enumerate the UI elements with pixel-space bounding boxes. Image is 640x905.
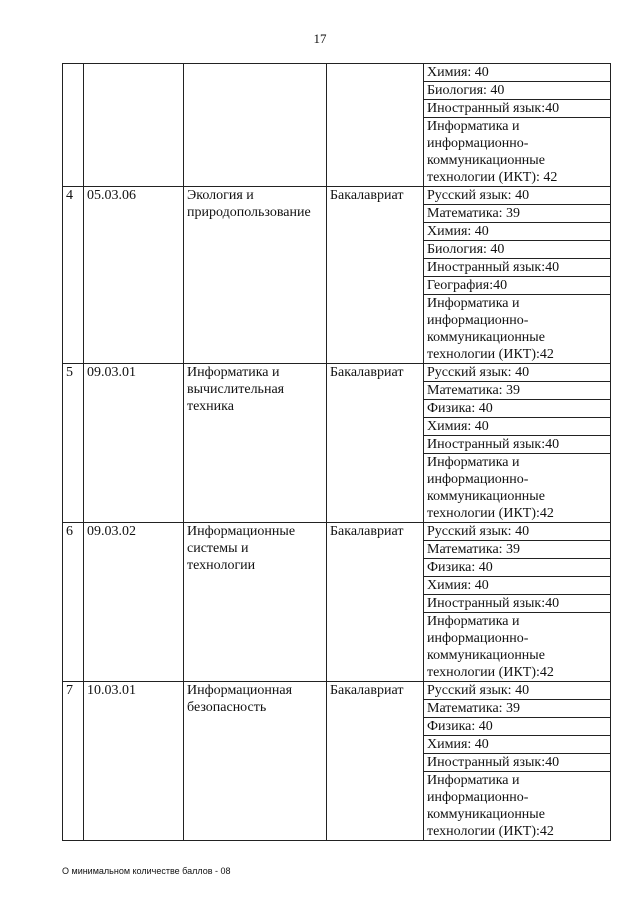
table-row xyxy=(63,682,611,700)
subject-score-cell: Русский язык: 40 xyxy=(424,364,611,382)
row-number-cell: 4 xyxy=(63,187,84,364)
program-name-cell: Экология и природопользование xyxy=(184,187,327,364)
subject-score-cell: Биология: 40 xyxy=(424,241,611,259)
subject-score-cell: Химия: 40 xyxy=(424,64,611,82)
table-body xyxy=(63,64,611,841)
subject-score-cell: Математика: 39 xyxy=(424,382,611,400)
level-cell xyxy=(327,64,424,187)
level-cell: Бакалавриат xyxy=(327,187,424,364)
level-cell: Бакалавриат xyxy=(327,523,424,682)
subject-score-cell: Информатика и информационно- коммуникационные технологии (ИКТ):42 xyxy=(424,772,611,841)
row-number-cell xyxy=(63,64,84,187)
program-name-cell: Информационная безопасность xyxy=(184,682,327,841)
subject-score-cell: Математика: 39 xyxy=(424,541,611,559)
subject-score-cell: Иностранный язык:40 xyxy=(424,100,611,118)
code-cell: 09.03.01 xyxy=(84,364,184,523)
subject-score-cell: Биология: 40 xyxy=(424,82,611,100)
level-cell: Бакалавриат xyxy=(327,364,424,523)
subject-score-cell: Иностранный язык:40 xyxy=(424,259,611,277)
subject-score-cell: Информатика и информационно- коммуникационные технологии (ИКТ):42 xyxy=(424,295,611,364)
subject-score-cell: Химия: 40 xyxy=(424,577,611,595)
row-number-cell: 5 xyxy=(63,364,84,523)
subject-score-cell: Информатика и информационно- коммуникационные технологии (ИКТ):42 xyxy=(424,454,611,523)
table-row xyxy=(63,187,611,205)
page-number: 17 xyxy=(313,31,327,46)
subject-score-cell: Информатика и информационно- коммуникационные технологии (ИКТ):42 xyxy=(424,613,611,682)
subject-score-cell: Русский язык: 40 xyxy=(424,187,611,205)
subject-score-cell: Физика: 40 xyxy=(424,718,611,736)
program-name-cell xyxy=(184,64,327,187)
subject-score-cell: Информатика и информационно- коммуникационные технологии (ИКТ): 42 xyxy=(424,118,611,187)
subject-score-cell: Иностранный язык:40 xyxy=(424,595,611,613)
table-row xyxy=(63,523,611,541)
min-scores-table xyxy=(62,63,611,841)
subject-score-cell: Русский язык: 40 xyxy=(424,682,611,700)
subject-score-cell: Иностранный язык:40 xyxy=(424,436,611,454)
code-cell xyxy=(84,64,184,187)
subject-score-cell: Химия: 40 xyxy=(424,418,611,436)
row-number-cell: 6 xyxy=(63,523,84,682)
subject-score-cell: Математика: 39 xyxy=(424,205,611,223)
subject-score-cell: Физика: 40 xyxy=(424,559,611,577)
code-cell: 09.03.02 xyxy=(84,523,184,682)
table-row xyxy=(63,64,611,82)
code-cell: 10.03.01 xyxy=(84,682,184,841)
table-row xyxy=(63,364,611,382)
program-name-cell: Информатика и вычислительная техника xyxy=(184,364,327,523)
subject-score-cell: Химия: 40 xyxy=(424,223,611,241)
subject-score-cell: География:40 xyxy=(424,277,611,295)
subject-score-cell: Химия: 40 xyxy=(424,736,611,754)
subject-score-cell: Русский язык: 40 xyxy=(424,523,611,541)
subject-score-cell: Математика: 39 xyxy=(424,700,611,718)
row-number-cell: 7 xyxy=(63,682,84,841)
code-cell: 05.03.06 xyxy=(84,187,184,364)
program-name-cell: Информационные системы и технологии xyxy=(184,523,327,682)
footer-note: О минимальном количестве баллов - 08 xyxy=(62,866,231,876)
subject-score-cell: Иностранный язык:40 xyxy=(424,754,611,772)
subject-score-cell: Физика: 40 xyxy=(424,400,611,418)
level-cell: Бакалавриат xyxy=(327,682,424,841)
